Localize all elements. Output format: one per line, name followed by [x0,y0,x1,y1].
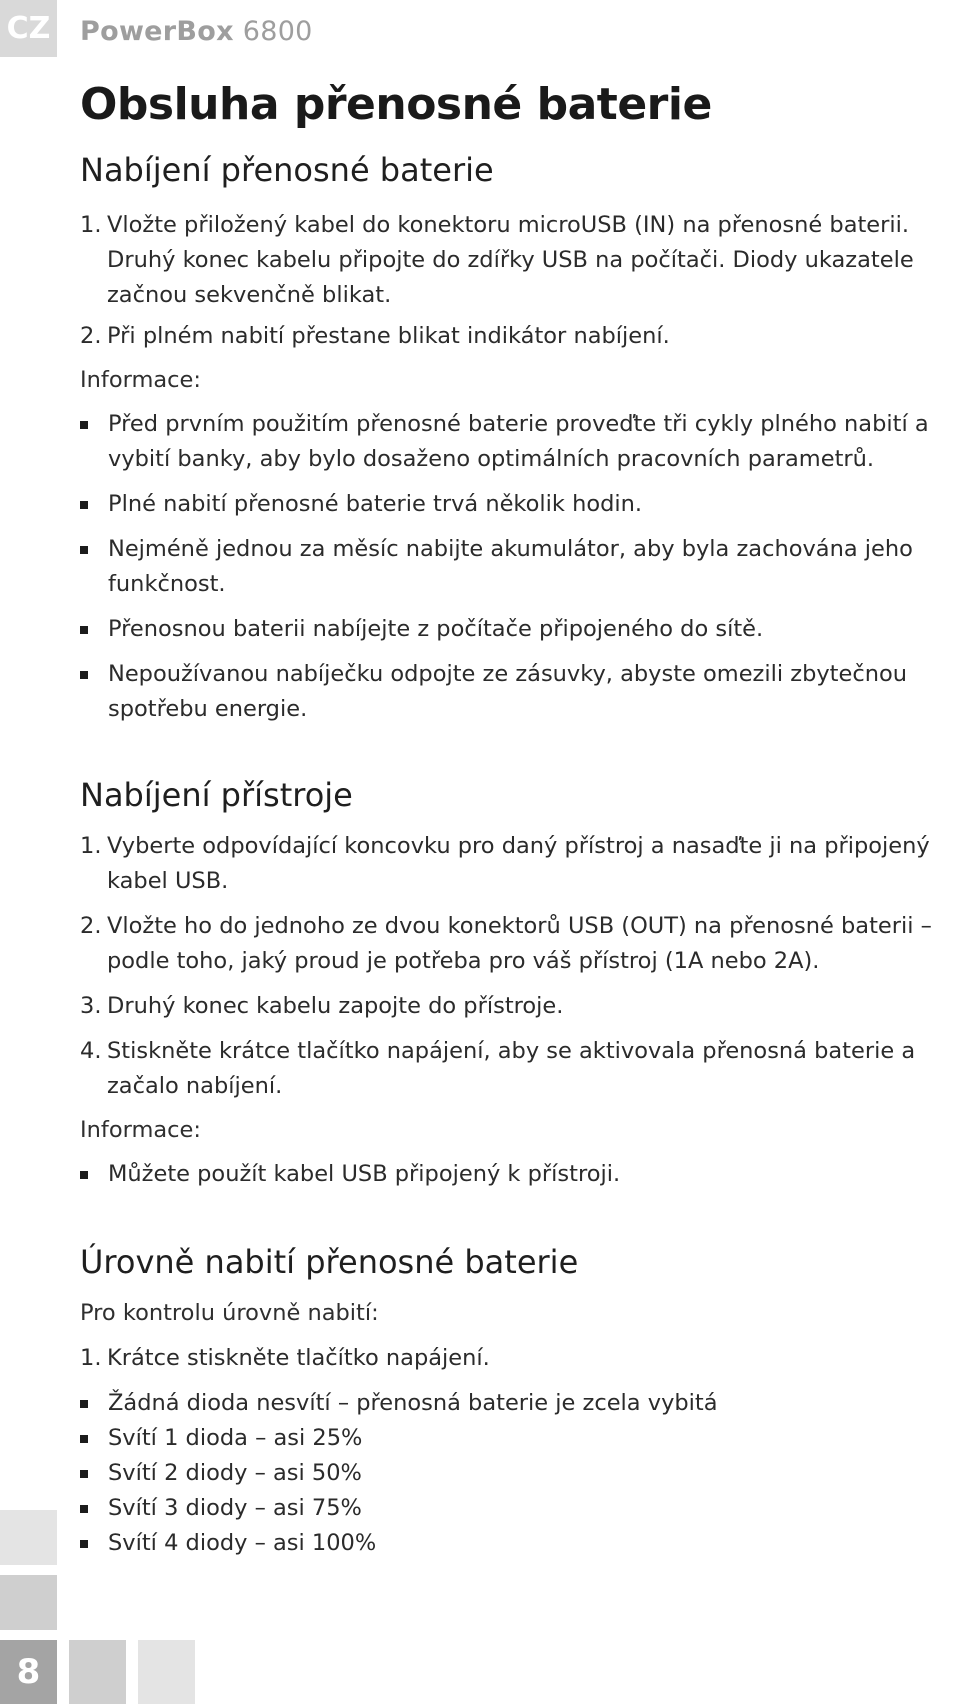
page-number: 8 [0,1640,57,1704]
list-item: 1. Vyberte odpovídající koncovku pro daný přístroj a nasaďte ji na připojený kabel USB. [80,833,930,894]
list-item: Nejméně jednou za měsíc nabijte akumulátor, aby byla zachována jeho funkčnost. [80,532,960,602]
section-heading-charging-device: Nabíjení přístroje [80,776,353,814]
decorative-block [0,1510,57,1565]
language-badge: CZ [0,0,57,57]
list-item: Svítí 2 diody – asi 50% [80,1456,960,1491]
list-item: Svítí 4 diody – asi 100% [80,1526,960,1561]
list-item: Před prvním použitím přenosné baterie proveďte tři cykly plného nabití a vybití banky, aby bylo dosaženo optimálních pracovních parametrů. [80,407,960,477]
list-item: Svítí 1 dioda – asi 25% [80,1421,960,1456]
levels-intro: Pro kontrolu úrovně nabití: [80,1300,379,1326]
info-label: Informace: [80,367,201,393]
page-content [80,72,960,1561]
list-item: 4. Stiskněte krátce tlačítko napájení, aby se aktivovala přenosná baterie a začalo nabíjení. [80,1038,916,1099]
list-item: Přenosnou baterii nabíjejte z počítače připojeného do sítě. [80,612,960,647]
list-item: Plné nabití přenosné baterie trvá několik hodin. [80,487,960,522]
brand-model: 6800 [242,16,313,47]
decorative-block [69,1640,126,1704]
decorative-block [138,1640,195,1704]
list-item: Nepoužívanou nabíječku odpojte ze zásuvky, abyste omezili zbytečnou spotřebu energie. [80,657,960,727]
info-label: Informace: [80,1117,201,1143]
list-item: 1. Krátce stiskněte tlačítko napájení. [80,1345,490,1371]
charging-battery-steps [80,208,960,354]
page-title: Obsluha přenosné baterie [80,79,712,130]
charging-device-info-list [80,1157,960,1192]
list-item: Svítí 3 diody – asi 75% [80,1491,960,1526]
list-item: 1. Vložte přiložený kabel do konektoru microUSB (IN) na přenosné baterii. Druhý konec kabelu připojte do zdířky USB na počítači. Diody ukazatele začnou sekvenčně blikat. [80,212,914,308]
section-heading-charging-battery: Nabíjení přenosné baterie [80,151,494,189]
levels-steps [80,1341,960,1376]
brand-name: PowerBox [80,16,234,47]
list-item: 2. Vložte ho do jednoho ze dvou konektorů USB (OUT) na přenosné baterii – podle toho, jaký proud je potřeba pro váš přístroj (1A nebo 2A). [80,913,932,974]
decorative-block [0,1575,57,1630]
brand-header [80,16,313,47]
charging-battery-info-list [80,407,960,727]
list-item: Žádná dioda nesvítí – přenosná baterie je zcela vybitá [80,1386,960,1421]
list-item: Můžete použít kabel USB připojený k přístroji. [80,1157,960,1192]
list-item: 2. Při plném nabití přestane blikat indikátor nabíjení. [80,323,670,349]
section-heading-levels: Úrovně nabití přenosné baterie [80,1243,579,1281]
list-item: 3. Druhý konec kabelu zapojte do přístroje. [80,993,564,1019]
charging-device-steps [80,829,960,1104]
levels-list [80,1386,960,1561]
